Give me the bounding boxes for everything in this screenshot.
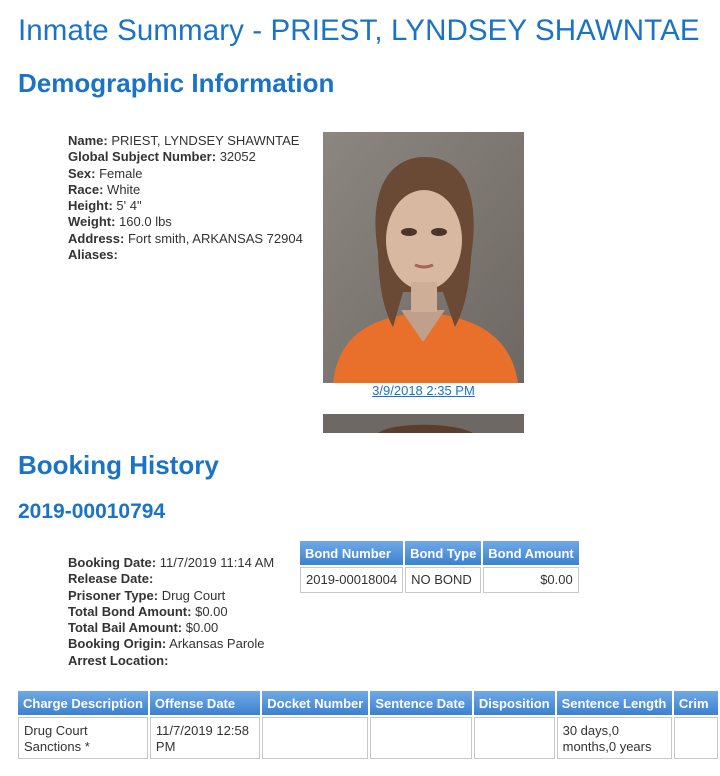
field-booking-date bbox=[68, 555, 274, 571]
field-name bbox=[68, 133, 303, 149]
field-booking-origin bbox=[68, 636, 274, 652]
field-height bbox=[68, 198, 303, 214]
field-sex bbox=[68, 166, 303, 182]
crim-cell bbox=[674, 717, 718, 759]
bond-number-cell: 2019-00018004 bbox=[300, 567, 403, 593]
charge-table-header-row bbox=[18, 691, 718, 715]
charge-table bbox=[16, 689, 720, 761]
offense-date-header[interactable]: Offense Date bbox=[150, 691, 260, 715]
bond-table-header-row bbox=[300, 541, 579, 565]
field-label: Sex: bbox=[68, 165, 96, 181]
field-label: Prisoner Type: bbox=[68, 587, 159, 603]
field-arrest-location bbox=[68, 653, 274, 669]
mugshot-photo[interactable] bbox=[323, 132, 524, 383]
demographic-heading: Demographic Information bbox=[18, 68, 335, 98]
bond-type-header[interactable]: Bond Type bbox=[405, 541, 481, 565]
charge-description-cell: Drug Court Sanctions * bbox=[18, 717, 148, 759]
field-label: Total Bond Amount: bbox=[68, 603, 192, 619]
booking-number: 2019-00010794 bbox=[18, 500, 166, 523]
field-release-date bbox=[68, 571, 274, 587]
field-weight bbox=[68, 214, 303, 230]
docket-number-cell bbox=[262, 717, 368, 759]
mugshot-photo-2[interactable] bbox=[323, 414, 524, 433]
sentence-length-cell: 30 days,0 months,0 years bbox=[557, 717, 672, 759]
field-value: Female bbox=[99, 165, 143, 181]
field-label: Weight: bbox=[68, 214, 116, 230]
docket-number-header[interactable]: Docket Number bbox=[262, 691, 368, 715]
field-race bbox=[68, 182, 303, 198]
field-label: Global Subject Number: bbox=[68, 149, 217, 165]
field-total-bail-amount bbox=[68, 620, 274, 636]
field-total-bond-amount bbox=[68, 604, 274, 620]
field-prisoner-type bbox=[68, 588, 274, 604]
booking-history-heading: Booking History bbox=[18, 450, 219, 480]
page-title: Inmate Summary - PRIEST, LYNDSEY SHAWNTAE bbox=[18, 14, 700, 47]
field-value: Arkansas Parole bbox=[169, 636, 265, 652]
bond-table bbox=[298, 539, 581, 595]
field-value: 11/7/2019 11:14 AM bbox=[159, 555, 275, 570]
demographic-fields bbox=[68, 133, 303, 263]
field-value: Fort smith, ARKANSAS 72904 bbox=[127, 230, 303, 246]
field-address bbox=[68, 231, 303, 247]
field-global-subject-number bbox=[68, 149, 303, 165]
field-value: $0.00 bbox=[185, 620, 219, 636]
field-value: PRIEST, LYNDSEY SHAWNTAE bbox=[111, 133, 300, 148]
offense-date-cell: 11/7/2019 12:58 PM bbox=[150, 717, 260, 759]
bond-amount-cell: $0.00 bbox=[483, 567, 578, 593]
field-value: Drug Court bbox=[161, 587, 226, 603]
charge-description-header[interactable]: Charge Description bbox=[18, 691, 148, 715]
sentence-date-header[interactable]: Sentence Date bbox=[370, 691, 471, 715]
field-value: 5' 4" bbox=[116, 198, 142, 214]
field-value: 32052 bbox=[219, 149, 256, 165]
field-label: Release Date: bbox=[68, 571, 154, 587]
field-label: Name: bbox=[68, 133, 108, 148]
photo-date-link[interactable]: 3/9/2018 2:35 PM bbox=[372, 383, 475, 398]
bond-amount-header[interactable]: Bond Amount bbox=[483, 541, 578, 565]
field-value: $0.00 bbox=[195, 603, 228, 619]
field-label: Booking Date: bbox=[68, 555, 157, 570]
field-label: Arrest Location: bbox=[68, 652, 169, 668]
sentence-length-header[interactable]: Sentence Length bbox=[557, 691, 672, 715]
table-row bbox=[300, 567, 579, 593]
sentence-date-cell bbox=[370, 717, 471, 759]
field-value: 160.0 lbs bbox=[119, 214, 172, 230]
table-row bbox=[18, 717, 718, 759]
field-label: Booking Origin: bbox=[68, 636, 167, 652]
bond-type-cell: NO BOND bbox=[405, 567, 481, 593]
field-label: Address: bbox=[68, 230, 125, 246]
field-label: Race: bbox=[68, 181, 104, 197]
disposition-header[interactable]: Disposition bbox=[474, 691, 555, 715]
booking-fields bbox=[68, 555, 274, 669]
field-value: White bbox=[107, 181, 141, 197]
field-label: Aliases: bbox=[68, 247, 118, 263]
crim-header[interactable]: Crim bbox=[674, 691, 718, 715]
disposition-cell bbox=[474, 717, 555, 759]
field-label: Height: bbox=[68, 198, 113, 214]
field-label: Total Bail Amount: bbox=[68, 620, 183, 636]
field-aliases bbox=[68, 247, 303, 263]
bond-number-header[interactable]: Bond Number bbox=[300, 541, 403, 565]
